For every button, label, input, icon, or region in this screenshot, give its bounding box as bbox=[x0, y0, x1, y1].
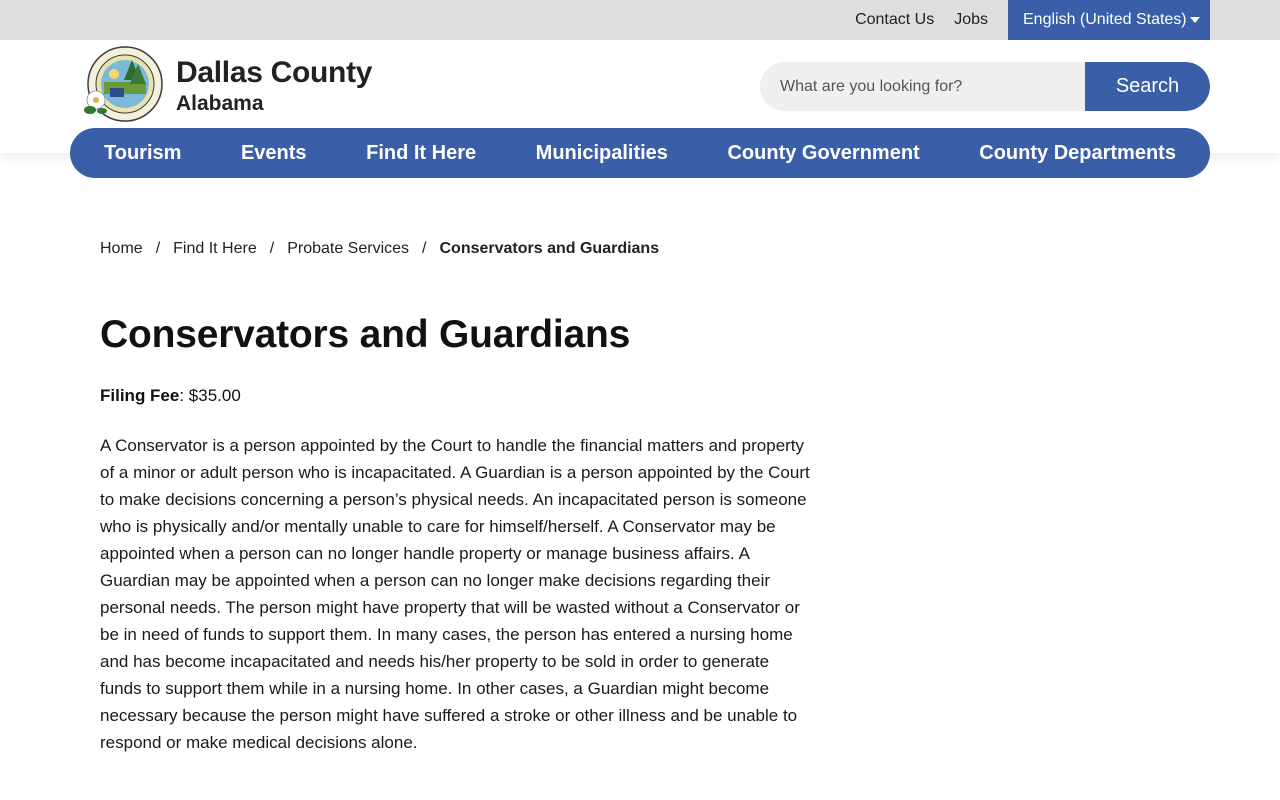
language-select[interactable] bbox=[1008, 0, 1210, 40]
page-title: Conservators and Guardians bbox=[100, 313, 631, 356]
breadcrumb bbox=[100, 240, 659, 258]
nav-item-municipalities[interactable]: Municipalities bbox=[535, 141, 668, 164]
utility-bar bbox=[0, 0, 1280, 40]
brand-subtitle[interactable]: Alabama bbox=[176, 92, 264, 115]
breadcrumb-separator: / bbox=[269, 240, 275, 257]
language-select-label: English (United States) bbox=[1023, 11, 1187, 28]
nav-item-find-it-here[interactable]: Find It Here bbox=[366, 141, 477, 164]
breadcrumb-separator: / bbox=[422, 240, 427, 257]
search-form bbox=[760, 62, 1210, 111]
filing-fee-value: : $35.00 bbox=[179, 386, 241, 405]
filing-fee-label: Filing Fee bbox=[100, 386, 180, 405]
nav-item-county-departments[interactable]: County Departments bbox=[979, 141, 1176, 164]
breadcrumb-current: Conservators and Guardians bbox=[439, 240, 660, 257]
filing-fee bbox=[100, 386, 241, 406]
nav-item-county-government[interactable]: County Government bbox=[727, 141, 920, 164]
jobs-link[interactable]: Jobs bbox=[954, 11, 988, 28]
breadcrumb-probate-services[interactable]: Probate Services bbox=[287, 240, 410, 257]
content-body: A Conservator is a person appointed by the Court to handle the financial matters and property of a minor or adult person who is incapacitated. A Guardian is a person appointed by the Court to make decisions concerning a person’s physical needs. An incapacitated person is someone who is physically and/or mentally unable to care for himself/herself. A Conservator may be appointed when a person can no longer handle property or manage business affairs. A Guardian may be appointed when a person can no longer make decisions regarding their personal needs. The person might have property that will be wasted without a Conservator or be in need of funds to support them. In many cases, the person has entered a nursing home and has become incapacitated and needs his/her property to be sold in order to generate funds to support them while in a nursing home. In other cases, a Guardian might become necessary because the person might have suffered a stroke or other illness and be unable to respond or make medical decisions alone. bbox=[100, 436, 810, 752]
breadcrumb-find-it-here[interactable]: Find It Here bbox=[173, 240, 257, 257]
nav-item-tourism[interactable]: Tourism bbox=[104, 141, 182, 164]
county-seal-icon[interactable] bbox=[80, 46, 164, 126]
main-nav bbox=[70, 128, 1210, 178]
breadcrumb-home[interactable]: Home bbox=[100, 240, 143, 257]
caret-down-icon bbox=[1190, 17, 1200, 23]
search-input[interactable] bbox=[760, 62, 1085, 111]
breadcrumb-separator: / bbox=[155, 240, 161, 257]
contact-us-link[interactable]: Contact Us bbox=[855, 11, 935, 28]
nav-item-events[interactable]: Events bbox=[240, 141, 307, 164]
search-button[interactable]: Search bbox=[1085, 62, 1210, 111]
brand-title[interactable]: Dallas County bbox=[176, 56, 373, 89]
utility-links bbox=[855, 0, 1210, 40]
